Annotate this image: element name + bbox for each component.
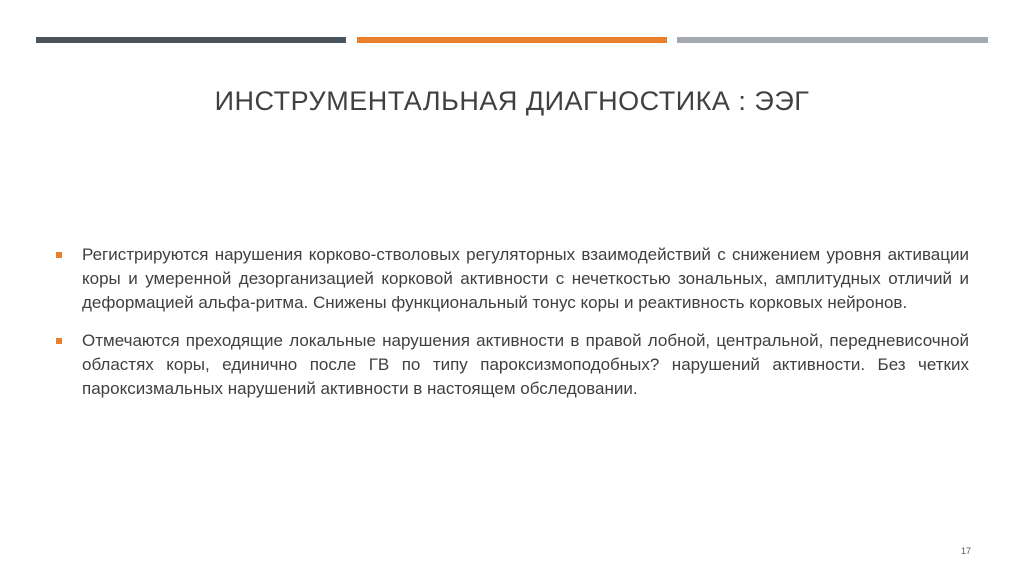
header-bar-gray — [677, 37, 988, 43]
page-number: 17 — [960, 546, 971, 556]
header-bar-dark — [36, 37, 346, 43]
bullet-text: Регистрируются нарушения корково-стволовых регуляторных взаимодействий с снижением уровня активации коры и умеренной дезорганизацией корковой активности с нечеткостью зональных, амплитудных отличий и деформацией альфа-ритма. Снижены функциональный тонус коры и реактивность корковых нейронов. — [82, 245, 969, 312]
header-decoration-bars — [0, 37, 1024, 43]
bullet-text: Отмечаются преходящие локальные нарушения активности в правой лобной, центральной, передневисочной областях коры, единично после ГВ по типу пароксизмоподобных? нарушений активности. Без четких пароксизмальных нарушений активности в настоящем обследовании. — [82, 331, 969, 398]
bullet-item — [56, 243, 969, 315]
slide-body — [56, 243, 969, 415]
square-bullet-icon — [56, 252, 62, 258]
slide-title: ИНСТРУМЕНТАЛЬНАЯ ДИАГНОСТИКА : ЭЭГ — [214, 86, 810, 116]
square-bullet-icon — [56, 338, 62, 344]
bullet-item — [56, 329, 969, 401]
header-bar-orange — [357, 37, 667, 43]
